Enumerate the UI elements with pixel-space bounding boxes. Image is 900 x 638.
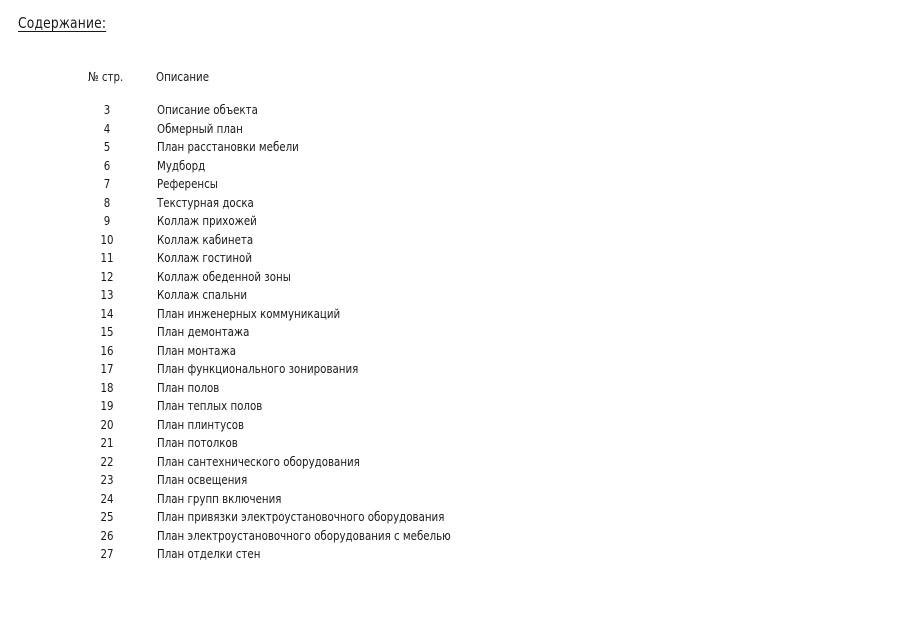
toc-row [0, 527, 900, 546]
page-number: 15 [100, 324, 114, 339]
page-description: План монтажа [157, 342, 236, 358]
toc-row [0, 194, 900, 213]
page-description: Обмерный план [157, 120, 243, 136]
toc-row [0, 212, 900, 231]
page-number: 16 [100, 342, 114, 358]
toc-row [0, 120, 900, 139]
toc-row [0, 508, 900, 527]
page-description: Коллаж кабинета [157, 231, 254, 247]
toc-row [0, 490, 900, 509]
page-number: 26 [100, 527, 114, 543]
page-number: 8 [103, 194, 111, 210]
page-description: Мудборд [157, 157, 206, 173]
page-number: 23 [100, 472, 114, 487]
toc-row [0, 434, 900, 453]
page-number: 22 [100, 453, 114, 469]
table-header [0, 69, 900, 87]
page-title: Содержание: [18, 14, 107, 32]
page-number: 12 [100, 268, 114, 284]
toc-row [0, 453, 900, 472]
toc-row [0, 471, 900, 490]
page-description: Коллаж спальни [157, 287, 248, 302]
page-description: План сантехнического оборудования [157, 453, 360, 469]
toc-row [0, 545, 900, 564]
page-description: Коллаж гостиной [157, 250, 252, 265]
page-description: План плинтусов [157, 416, 245, 432]
page-description: План полов [157, 379, 220, 395]
toc-row [0, 268, 900, 287]
page-number: 11 [100, 250, 114, 265]
page-description: План электроустановочного оборудования с мебелью [157, 527, 451, 543]
page-description: Референсы [157, 176, 218, 191]
toc-row [0, 101, 900, 120]
toc-row [0, 379, 900, 398]
page-number: 19 [100, 398, 114, 413]
page-number: 18 [100, 379, 114, 395]
page-description: План инженерных коммуникаций [157, 305, 341, 321]
page-description: План теплых полов [157, 398, 263, 413]
page-number: 5 [103, 139, 111, 154]
page-number: 7 [103, 176, 111, 191]
page-number: 6 [103, 157, 111, 173]
page-number: 4 [103, 120, 111, 136]
toc-row [0, 138, 900, 157]
page-description: План привязки электроустановочного оборудования [157, 509, 445, 524]
toc-row [0, 286, 900, 305]
page-description: Описание объекта [157, 102, 258, 117]
page-number: 21 [100, 435, 114, 450]
page-number: 25 [100, 509, 114, 524]
page-number: 14 [100, 305, 114, 321]
toc-row [0, 360, 900, 379]
page-number: 20 [100, 416, 114, 432]
page-description: План демонтажа [157, 324, 250, 339]
page-number: 10 [100, 231, 114, 247]
page-number: 9 [103, 213, 111, 228]
page-description: План расстановки мебели [157, 139, 299, 154]
page-description: План потолков [157, 435, 238, 450]
toc-row [0, 305, 900, 324]
toc-row [0, 231, 900, 250]
page-number: 24 [100, 490, 114, 506]
page-description: План функционального зонирования [157, 361, 359, 376]
page-number: 27 [100, 546, 114, 561]
toc-row [0, 175, 900, 194]
page-description: Коллаж прихожей [157, 213, 257, 228]
page-description: План групп включения [157, 490, 282, 506]
toc-row [0, 416, 900, 435]
toc-row [0, 342, 900, 361]
page-description: Коллаж обеденной зоны [157, 268, 291, 284]
header-page-number: № стр. [88, 69, 124, 84]
page-description: План отделки стен [157, 546, 261, 561]
toc-row [0, 157, 900, 176]
toc-list [0, 101, 900, 564]
page-number: 13 [100, 287, 114, 302]
page-number: 3 [103, 102, 111, 117]
toc-row [0, 397, 900, 416]
page-description: Текстурная доска [157, 194, 254, 210]
header-description: Описание [156, 69, 210, 84]
toc-row [0, 323, 900, 342]
toc-row [0, 249, 900, 268]
page-description: План освещения [157, 472, 248, 487]
page-number: 17 [100, 361, 114, 376]
